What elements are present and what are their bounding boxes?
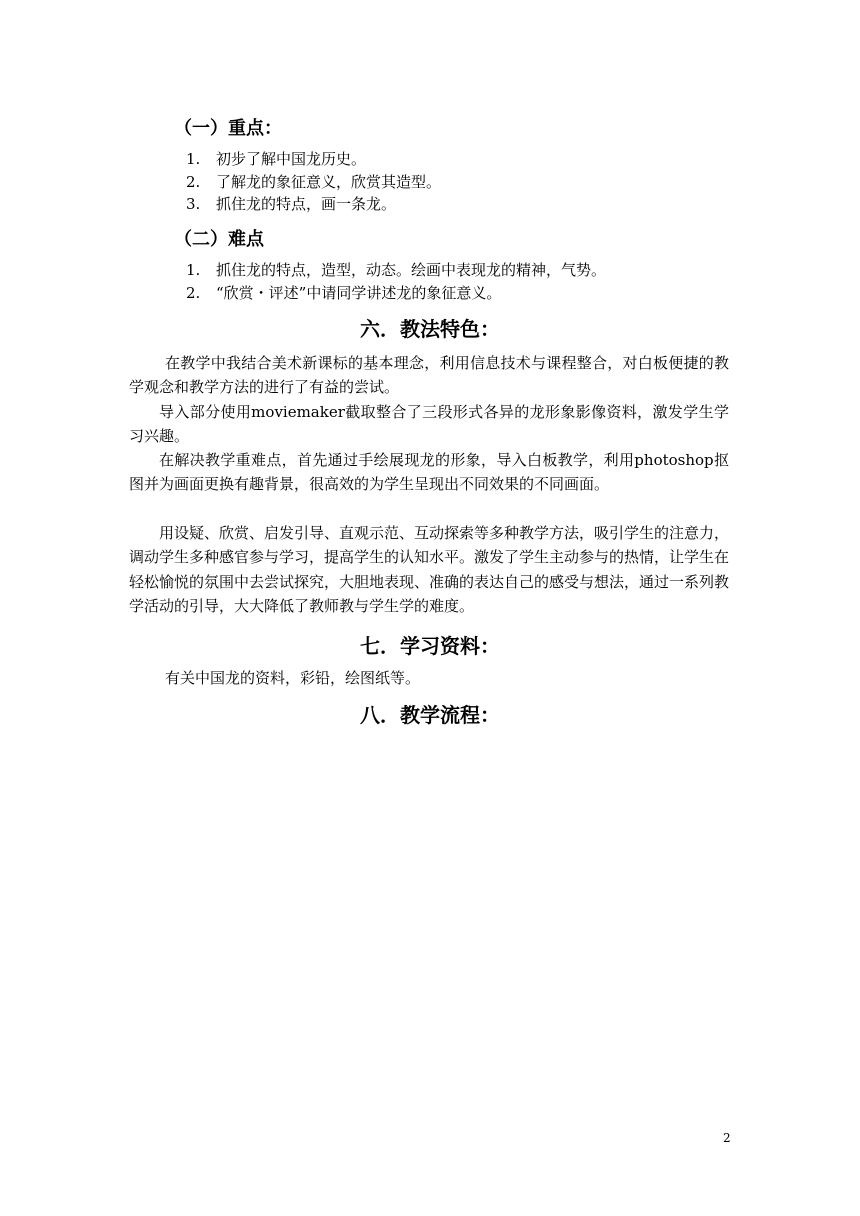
section-7-paragraph: 有关中国龙的资料，彩铅，绘图纸等。 (165, 669, 421, 687)
list-item (186, 282, 606, 305)
list-text: 抓住龙的特点，画一条龙。 (216, 195, 397, 213)
list-item (186, 171, 441, 194)
list-text: 了解龙的象征意义，欣赏其造型。 (216, 172, 442, 191)
section-6-paragraph-4: 用设疑、欣赏、启发引导、直观示范、互动探索等多种教学方法，吸引学生的注意力，调动学生多种感官参与学习，提高学生的认知水平。激发了学生主动参与的热情，让学生在轻松愉悦的氛围中去尝试探究，大胆地表现、准确的表达自己的感受与想法，通过一系列教学活动的引导，大大降低了教师教与学生学的难度。 (129, 524, 730, 616)
list-number: 1. (186, 261, 201, 279)
list-item (186, 148, 441, 171)
list-text: 初步了解中国龙历史。 (216, 150, 367, 168)
section-8-heading: 八．教学流程： (360, 703, 500, 727)
list-item (186, 259, 606, 282)
list-item (186, 193, 441, 216)
section-6-paragraph-3: 在解决教学重难点，首先通过手绘展现龙的形象，导入白板教学，利用photoshop抠图并为画面更换有趣背景，很高效的为学生呈现出不同效果的不同画面。 (129, 451, 729, 494)
difficult-points-heading: （二）难点 (174, 229, 264, 250)
key-points-list (186, 148, 441, 216)
section-6-paragraph-1: 在教学中我结合美术新课标的基本理念，利用信息技术与课程整合，对白板便捷的教学观念和教学方法的进行了有益的尝试。 (129, 354, 729, 397)
difficult-points-list (186, 259, 606, 304)
section-7-heading: 七．学习资料： (360, 634, 500, 658)
list-number: 3. (186, 195, 201, 213)
list-number: 1. (186, 150, 201, 168)
list-text: “欣赏・评述”中请同学讲述龙的象征意义。 (216, 283, 502, 302)
page-number: 2 (723, 1131, 731, 1145)
key-points-heading: （一）重点： (174, 118, 282, 139)
section-6-heading: 六．教法特色： (360, 317, 500, 341)
list-number: 2. (186, 172, 201, 191)
list-number: 2. (186, 283, 201, 302)
list-text: 抓住龙的特点，造型，动态。绘画中表现龙的精神，气势。 (216, 261, 607, 279)
section-6-paragraph-2: 导入部分使用moviemaker截取整合了三段形式各异的龙形象影像资料，激发学生学习兴趣。 (129, 403, 729, 446)
